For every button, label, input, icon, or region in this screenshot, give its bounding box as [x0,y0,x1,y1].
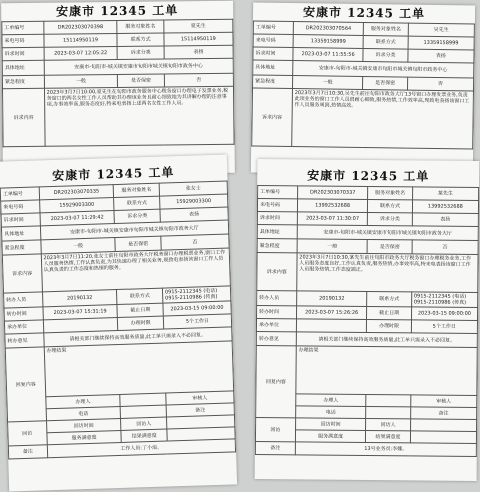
transfer-unit-label: 转办人员 [257,291,297,306]
call-time: 2023-03-07 11:30:07 [297,212,368,226]
confidential-label: 是否保密 [115,236,161,251]
footer-label: 备注 [8,445,47,459]
content-label: 诉求内容 [257,253,297,291]
transfer-time: 2023-03-07 15:26:26 [296,306,367,320]
contact: 13359158999 [408,36,475,50]
handle-time-label: 办理时限 [118,316,164,330]
content-label: 诉求内容 [2,254,42,293]
work-order-no-label: 工单编号 [253,21,293,35]
category-label: 诉求分类 [114,209,160,223]
call-time: 2023-03-07 11:55:56 [293,48,364,62]
work-order-no-label: 工单编号 [2,21,44,34]
category-label: 诉求分类 [368,213,412,226]
service-target: 某先生 [412,187,478,201]
reviewer-label: 审核人 [166,391,234,405]
phone-label: 电话 [46,406,121,420]
address-label: 具体地址 [1,226,40,241]
caller-number-label: 来电号码 [2,34,44,47]
content: 2023年3月7日10:30,某先生前往旬阳市政务大厅税务窗口办理税务业务,工作人员服务态度良好,工作认真负责,服务热情,办事效率高,特来电表扬该窗口工作人员服务热情,工作态度端正。 [297,253,479,293]
confidential-label: 是否保密 [368,240,412,254]
urgency-label: 紧急程度 [2,240,41,255]
work-order-no-label: 工单编号 [258,186,298,199]
deadline-label: 截止日期 [367,307,411,320]
work-order-no: DR202303070335 [39,185,114,200]
reply-label: 回复内容 [5,347,46,422]
work-order-table [255,185,479,457]
caller-number: 15929003300 [39,198,114,213]
handler-unit-label: 承办单位 [256,319,296,332]
transfer-opinion: 请相关部门继续保持高效服务质量,此工单只需录入不必回复。 [296,332,477,348]
deadline: 2023-03-15 09:00:00 [163,301,231,316]
sheet-title: 安康市 12345 工单 [257,159,479,187]
transfer-opinion-label: 转办意见 [5,333,44,348]
sheet-title: 安康市 12345 工单 [253,2,475,23]
footer: 工作人员:了小浪。 [47,439,236,458]
address-label: 具体地址 [253,60,293,76]
content: 2023年3月7日11:20,张女士前往旬阳市政务大厅税务窗口办理税票业务,窗口工作人员服务热情,工作认真负责,为其快速办理了相关业务,现致电表扬该窗口工作人员认真负责的工作态度和热情的服务。 [41,248,231,292]
work-order-sheet-4 [255,159,480,481]
contact-label: 联系方式 [117,33,163,46]
confidential-label: 是否保密 [363,77,407,91]
revisit-label: 回访 [255,418,295,442]
deadline: 2023-03-15 09:00:00 [411,307,477,321]
contact: 15929003300 [159,194,227,209]
confidential: 否 [164,73,233,87]
service-target: 夏先生 [163,19,232,33]
service-target: 张女士 [159,181,227,196]
content-label: 诉求内容 [252,88,293,147]
handler-unit-label: 承办单位 [4,320,43,334]
call-time: 2023-03-07 11:29:42 [40,211,115,226]
revisit-person-label: 回访人 [366,418,410,430]
category: 表扬 [164,45,233,59]
footer-label: 备注 [255,442,295,455]
satisfaction-label: 服务满意度 [46,430,121,444]
transfer-time: 2023-03-07 15:31:19 [43,305,118,320]
footer: 13号业务员:李娜。 [295,442,476,457]
result-area [44,341,234,397]
sheet-title: 安康市 12345 工单 [0,155,228,188]
work-order-sheet-2 [251,2,475,175]
call-time-label: 诉求时间 [1,213,40,227]
result-area [296,346,478,396]
urgency: 一般 [44,75,118,89]
caller-number-label: 来电号码 [253,34,293,48]
caller-number-label: 来电号码 [257,199,297,212]
result-satisfaction [410,431,476,444]
category: 表扬 [412,213,478,227]
work-order-table [251,20,475,149]
service-target-label: 服务对象姓名 [114,183,160,197]
work-order-no: DR202303070564 [293,22,364,36]
call-time-label: 诉求时间 [253,47,293,61]
handler-label: 办理人 [296,394,367,407]
content: 2023年3月7日10:30,吴先生前往旬阳市政务大厅13号窗口办理发票业务,负责此项业务的窗口工作人员很耐心细致,服务热情,工作效率高,现致电表扬该窗口工作人员服务周到,热情高效。 [291,89,473,150]
caller-number: 13359158999 [293,35,364,49]
transfer-unit-label: 转办人员 [4,292,43,308]
confidential: 否 [161,234,230,250]
work-order-no-label: 工单编号 [0,187,39,201]
contact-label: 联系方式 [368,200,412,213]
revisit-person [410,419,476,432]
service-target: 吴先生 [408,23,475,37]
transfer-opinion: 请相关部门继续保持高效服务质量,此工单只需录入不必回复。 [43,327,232,347]
handler-label: 办理人 [45,394,120,408]
transfer-time-label: 转办时间 [4,307,43,321]
result-label: 办理结果 [298,347,318,353]
category-label: 诉求分类 [118,46,164,59]
work-order-sheet-1 [1,1,235,175]
remark-label: 备注 [166,403,234,417]
content-label: 诉求内容 [3,88,45,146]
category: 表扬 [408,49,475,63]
caller-number: 15114950119 [44,34,118,48]
transfer-contact-label: 联系方式 [117,288,163,304]
work-order-table [1,19,234,147]
caller-number: 13992532688 [297,199,368,213]
handle-time: 5个工作日 [163,314,231,329]
service-target-label: 服务对象姓名 [117,20,163,33]
contact: 13992532688 [412,200,478,214]
work-order-no: DR202303070398 [43,21,117,35]
confidential: 否 [412,240,478,255]
work-order-no: DR202303070337 [297,186,368,200]
address: 安康市-旬阳市-城关镇安康市旬阳市城关镇旬阳市政务中心 [44,58,234,75]
transfer-contact-label: 联系方式 [367,292,411,307]
contact-label: 联系方式 [114,196,160,210]
address: 安康市-旬阳市-城关镇安康市旬阳市城关镇旬阳市政务中心 [292,61,473,79]
contact-label: 联系方式 [364,36,408,50]
confidential: 否 [407,77,474,91]
urgency-label: 紧急程度 [2,75,44,88]
call-time-label: 诉求时间 [257,212,297,225]
category-label: 诉求分类 [363,49,407,63]
work-order-sheet-3 [0,155,237,492]
reply-label: 回复内容 [256,346,296,418]
caller-number-label: 来电号码 [1,200,40,214]
revisit-time-label: 回访时间 [46,418,121,432]
transfer-opinion-label: 转办意见 [256,332,296,346]
phone [366,406,410,418]
handle-time-label: 办理时限 [367,319,411,332]
urgency: 一般 [297,239,368,254]
deadline-label: 截止日期 [117,303,163,317]
handle-time: 5个工作日 [411,320,477,334]
work-order-table [0,180,236,459]
transfer-time-label: 转办时间 [257,306,297,319]
urgency: 一般 [40,238,115,254]
transfer-contact: 0915-2112345 (电话) 0915-2110986 (传真) [411,292,477,308]
handler [366,394,410,406]
reviewer-label: 审核人 [410,395,476,408]
revisit-label: 回访 [8,421,47,446]
call-time-label: 诉求时间 [2,47,44,60]
category: 表扬 [160,207,228,222]
address: 安康市-旬阳市-城关镇安康市旬阳市城关镇旬阳市政务大厅 [40,220,229,240]
content: 2023年3月7日10:00,夏先生在旬阳市政务服务中心税务窗口办理电子发票业务,税务窗口的两名女性工作人员帮助其办理该业务且耐心细致地为其讲解办理的注意事项,办事效率高,服务态度好,特来电表扬上述两名女性工作人员。 [44,86,234,146]
service-target-label: 服务对象姓名 [364,23,408,37]
remark-label: 备注 [410,407,476,420]
urgency: 一般 [292,76,363,90]
urgency-label: 紧急程度 [257,239,297,253]
handler-unit [296,319,367,333]
sheet-title: 安康市 12345 工单 [1,1,233,21]
result-satisfaction-label: 结果满意度 [366,430,410,442]
revisit-time-label: 回访时间 [295,418,366,431]
address-label: 具体地址 [2,60,44,75]
call-time: 2023-03-07 12:05:22 [44,47,118,61]
transfer-contact: 0915-2112345 (电话) 0915-2110986 (传真) [162,286,231,303]
result-label: 办理结果 [46,348,66,355]
contact: 15114950119 [164,32,233,46]
address: 安康市-旬阳市-城关镇安康市旬阳市城关镇旬阳市政务大厅 [297,225,478,241]
revisit-person-label: 回访人 [121,417,167,430]
service-target-label: 服务对象姓名 [368,187,412,200]
result-satisfaction-label: 结果满意度 [121,429,167,442]
address-label: 具体地址 [257,225,297,239]
transfer-unit: 20190132 [296,291,367,307]
transfer-unit: 20190132 [42,290,117,307]
phone-label: 电话 [295,406,366,419]
satisfaction-label: 服务满意度 [295,430,366,443]
confidential-label: 是否保密 [118,74,164,87]
urgency-label: 紧急程度 [253,75,293,89]
